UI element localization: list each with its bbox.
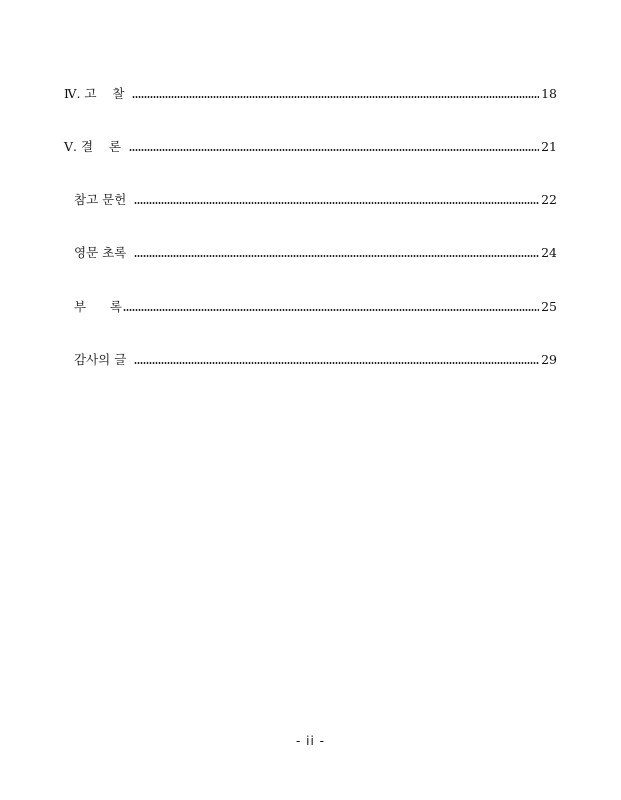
toc-entry-page: 22: [541, 192, 557, 207]
toc-entry-page: 29: [541, 352, 557, 367]
toc-entry-label: 참고 문헌: [74, 192, 127, 207]
dot-leader: [123, 309, 539, 311]
dot-leader: [134, 255, 539, 257]
page-number: - ii -: [296, 734, 325, 748]
toc-entry-label: 감사의 글: [74, 352, 127, 367]
toc-entry-references[interactable]: [64, 190, 557, 208]
toc-entry-page: 21: [541, 139, 557, 154]
toc-entry-conclusion[interactable]: [64, 137, 557, 155]
toc-entry-label: Ⅳ. 고 찰: [64, 86, 125, 101]
dot-leader: [134, 362, 539, 364]
toc-entry-appendix[interactable]: [64, 297, 557, 315]
dot-leader: [134, 202, 539, 204]
toc-entry-discussion[interactable]: [64, 84, 557, 102]
toc-entry-label: 부 록: [74, 299, 122, 314]
toc-entry-page: 18: [541, 86, 557, 101]
dot-leader: [129, 149, 539, 151]
toc-entry-label: 영문 초록: [74, 245, 127, 260]
toc-entry-english-abstract[interactable]: [64, 243, 557, 261]
toc-entry-label: Ⅴ. 결 론: [64, 139, 122, 154]
toc-entry-page: 25: [541, 299, 557, 314]
toc-entry-page: 24: [541, 245, 557, 260]
toc-entry-acknowledgements[interactable]: [64, 350, 557, 368]
dot-leader: [132, 96, 539, 98]
